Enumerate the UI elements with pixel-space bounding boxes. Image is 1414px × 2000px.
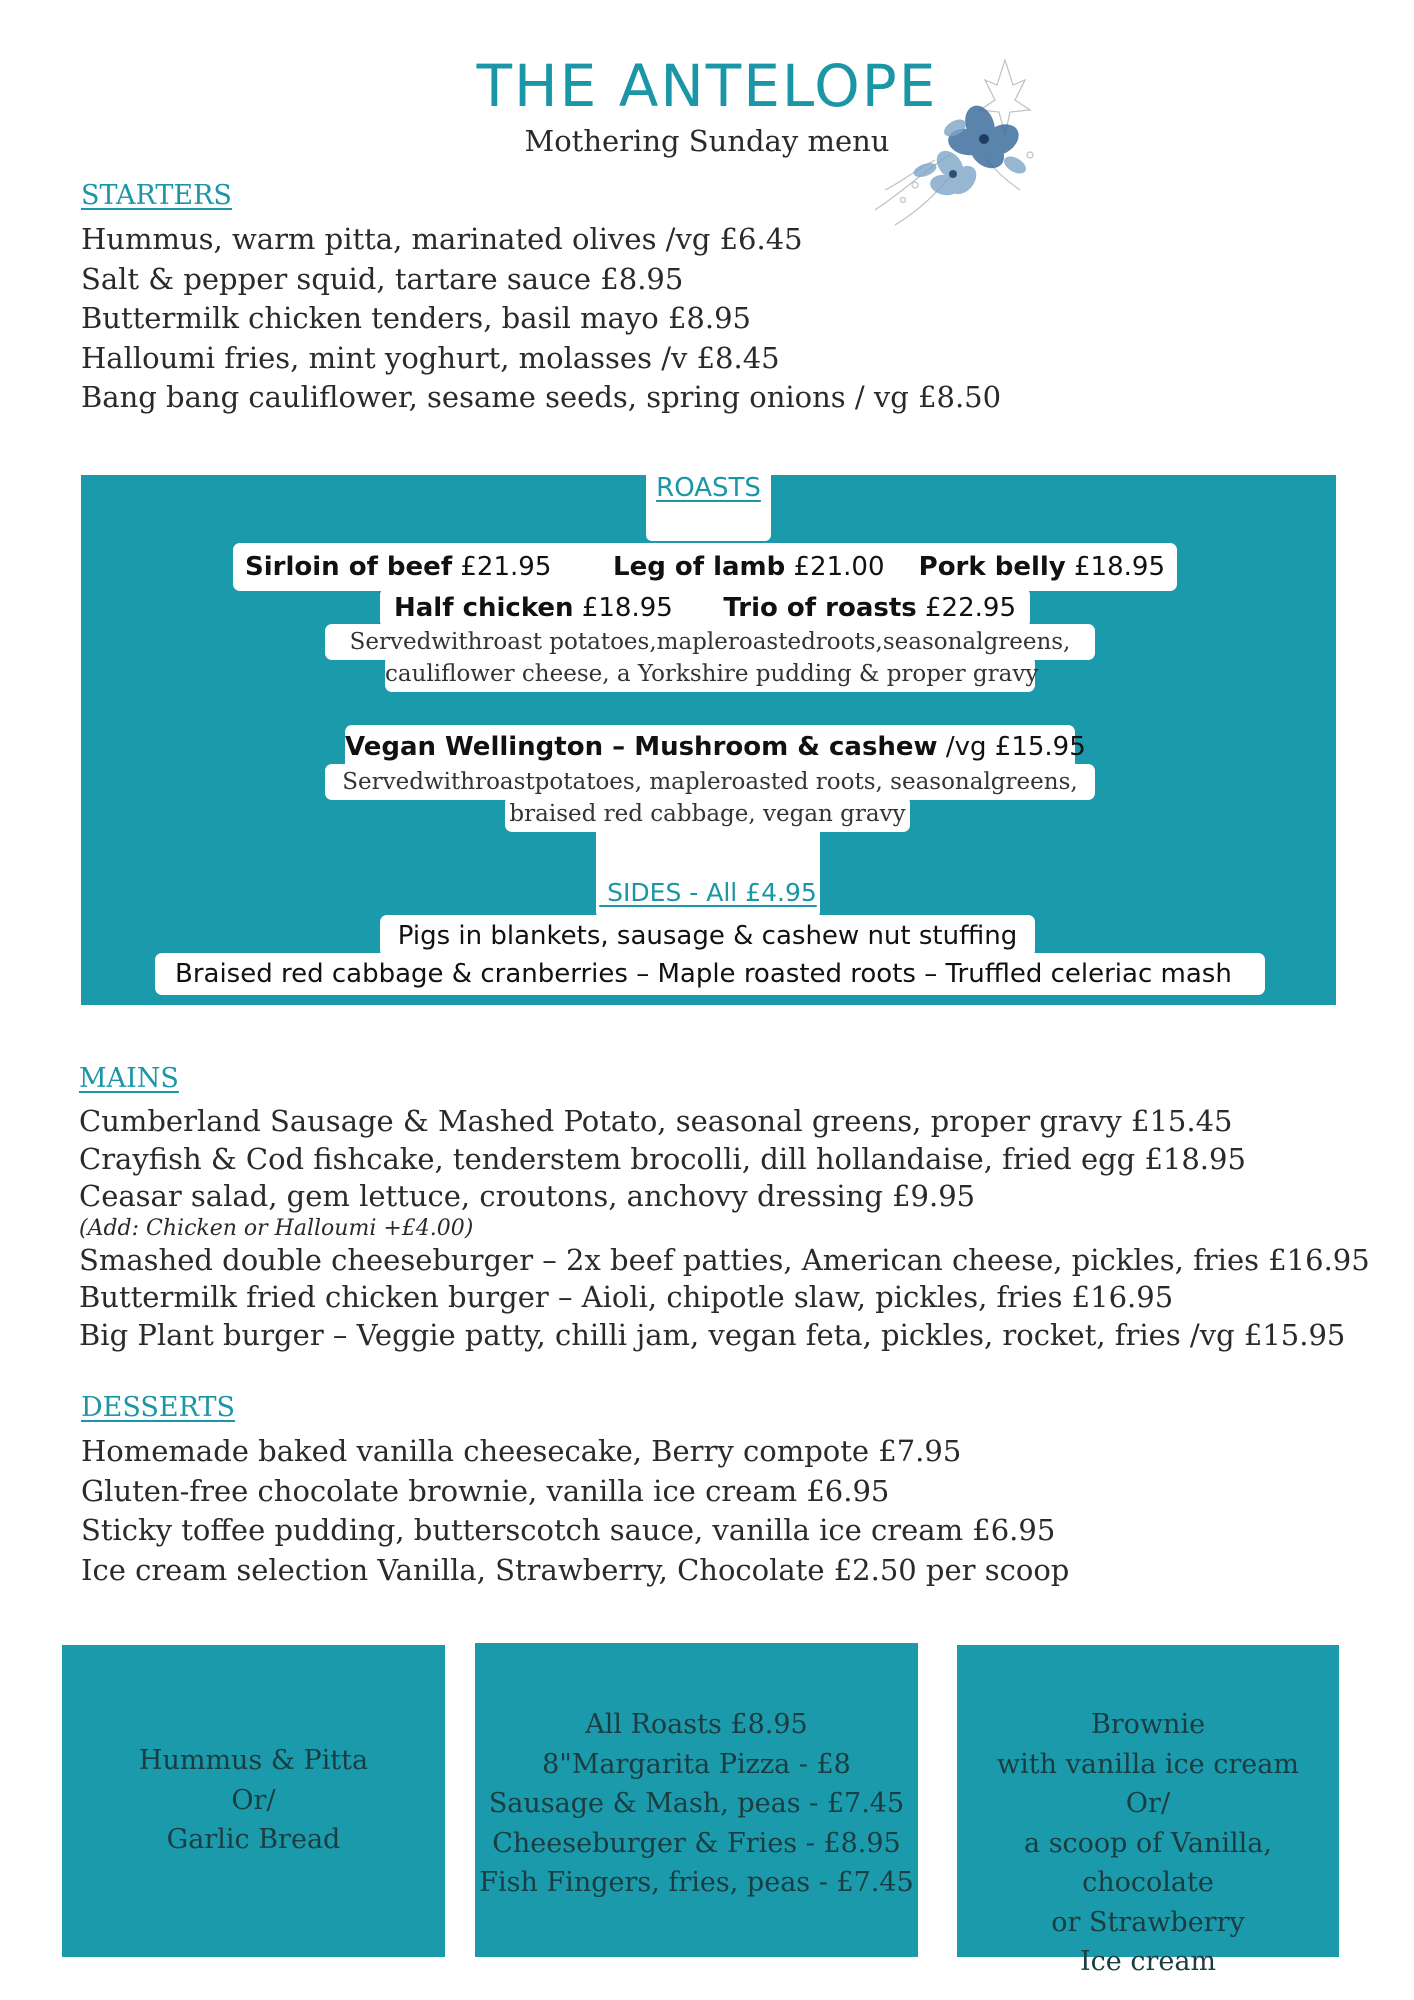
box-line: 8"Margarita Pizza - £8 <box>542 1748 851 1780</box>
vegan-served-line-2: braised red cabbage, vegan gravy <box>505 796 910 832</box>
kids-box-mains-text <box>475 1705 918 1903</box>
box-line: a scoop of Vanilla, chocolate <box>1024 1827 1272 1898</box>
roast-pork <box>919 543 1165 591</box>
list-item-note: (Add: Chicken or Halloumi +£4.00) <box>79 1215 474 1241</box>
kids-box-desserts-text <box>957 1705 1339 1982</box>
box-line: All Roasts £8.95 <box>585 1709 808 1740</box>
sides-heading-tab <box>596 828 820 918</box>
list-item: Big Plant burger – Veggie patty, chilli jam, vegan feta, pickles, rocket, fries /vg £15.95 <box>79 1317 1346 1352</box>
roast-pork-price: £18.95 <box>1074 552 1165 582</box>
list-item: Buttermilk fried chicken burger – Aioli, chipotle slaw, pickles, fries £16.95 <box>79 1280 1174 1314</box>
vegan-wellington <box>345 725 1086 769</box>
roasts-row-1 <box>233 543 1177 591</box>
list-item: Buttermilk chicken tenders, basil mayo £8.95 <box>81 301 752 335</box>
list-item: Gluten-free chocolate brownie, vanilla ice cream £6.95 <box>81 1473 890 1508</box>
box-line: Cheeseburger & Fries - £8.95 <box>492 1827 901 1859</box>
box-line: Fish Fingers, fries, peas - £7.45 <box>479 1867 914 1898</box>
roast-trio <box>723 588 1016 628</box>
menu-subtitle: Mothering Sunday menu <box>524 124 890 158</box>
kids-box-starters <box>62 1645 445 1957</box>
roast-beef-name: Sirloin of beef <box>245 552 453 582</box>
sides-heading: SIDES - All £4.95 <box>599 878 817 907</box>
roast-pork-name: Pork belly <box>918 552 1066 582</box>
list-item: Sticky toffee pudding, butterscotch sauce, vanilla ice cream £6.95 <box>81 1513 1056 1547</box>
kids-box-mains <box>475 1643 918 1957</box>
sides-line-1: Pigs in blankets, sausage & cashew nut stuffing <box>380 915 1035 957</box>
roasts-heading-tab <box>646 465 771 541</box>
box-line: Sausage & Mash, peas - £7.45 <box>488 1788 905 1819</box>
list-item: Hummus, warm pitta, marinated olives /vg £6.45 <box>81 222 803 256</box>
mains-list <box>79 1103 1370 1354</box>
vegan-name: Vegan Wellington – Mushroom & cashew <box>345 732 938 762</box>
list-item: Cumberland Sausage & Mashed Potato, seasonal greens, proper gravy £15.45 <box>79 1104 1233 1138</box>
roast-chicken <box>394 588 673 628</box>
roast-lamb-name: Leg of lamb <box>613 552 786 582</box>
roast-lamb-price: £21.00 <box>793 552 885 582</box>
box-line: Or/ <box>231 1784 276 1816</box>
sides-line-2: Braised red cabbage & cranberries – Maple roasted roots – Truffled celeriac mash <box>155 953 1265 995</box>
desserts-list <box>81 1432 1069 1590</box>
box-line: Garlic Bread <box>166 1824 341 1855</box>
list-item: Homemade baked vanilla cheesecake, Berry compote £7.95 <box>81 1434 962 1468</box>
list-item: Crayfish & Cod fishcake, tenderstem brocolli, dill hollandaise, fried egg £18.95 <box>79 1141 1246 1176</box>
vegan-served-line-1: Servedwithroastpotatoes, mapleroasted roots, seasonalgreens, <box>325 764 1095 800</box>
roast-chicken-price: £18.95 <box>581 593 673 623</box>
roast-trio-price: £22.95 <box>925 593 1016 623</box>
roasts-served-line-2: cauliflower cheese, a Yorkshire pudding & proper gravy <box>385 656 1035 692</box>
roasts-heading: ROASTS <box>656 473 761 503</box>
mains-heading: MAINS <box>79 1063 179 1094</box>
desserts-heading: DESSERTS <box>81 1392 235 1423</box>
list-item: Bang bang cauliflower, sesame seeds, spring onions / vg £8.50 <box>81 380 1002 414</box>
flower-icon <box>855 40 1055 240</box>
box-line: or Strawberry <box>1051 1906 1245 1938</box>
kids-box-starters-text <box>62 1741 445 1860</box>
roast-lamb <box>613 543 885 591</box>
list-item: Smashed double cheeseburger – 2x beef patties, American cheese, pickles, fries £16.95 <box>79 1242 1370 1277</box>
box-line: Ice cream <box>1079 1946 1217 1977</box>
vegan-price: /vg £15.95 <box>945 732 1086 762</box>
box-line: Brownie <box>1090 1709 1206 1740</box>
roasts-row-2 <box>380 588 1030 628</box>
starters-heading: STARTERS <box>81 180 232 211</box>
box-line: with vanilla ice cream <box>997 1748 1299 1780</box>
starters-list <box>81 220 1001 418</box>
list-item: Ice cream selection Vanilla, Strawberry, Chocolate £2.50 per scoop <box>81 1552 1070 1587</box>
roasts-served-line-1: Servedwithroast potatoes,mapleroastedroots,seasonalgreens, <box>325 624 1095 660</box>
box-line: Or/ <box>1125 1788 1171 1819</box>
roast-beef <box>245 543 551 591</box>
list-item: Ceasar salad, gem lettuce, croutons, anchovy dressing £9.95 <box>79 1179 976 1213</box>
roast-beef-price: £21.95 <box>460 552 552 582</box>
kids-box-desserts <box>957 1645 1339 1977</box>
box-line: Hummus & Pitta <box>138 1745 369 1776</box>
roast-trio-name: Trio of roasts <box>723 593 917 623</box>
list-item: Halloumi fries, mint yoghurt, molasses /v £8.45 <box>81 340 780 375</box>
restaurant-title: THE ANTELOPE <box>476 52 938 120</box>
list-item: Salt & pepper squid, tartare sauce £8.95 <box>81 261 684 296</box>
roast-chicken-name: Half chicken <box>394 593 574 623</box>
